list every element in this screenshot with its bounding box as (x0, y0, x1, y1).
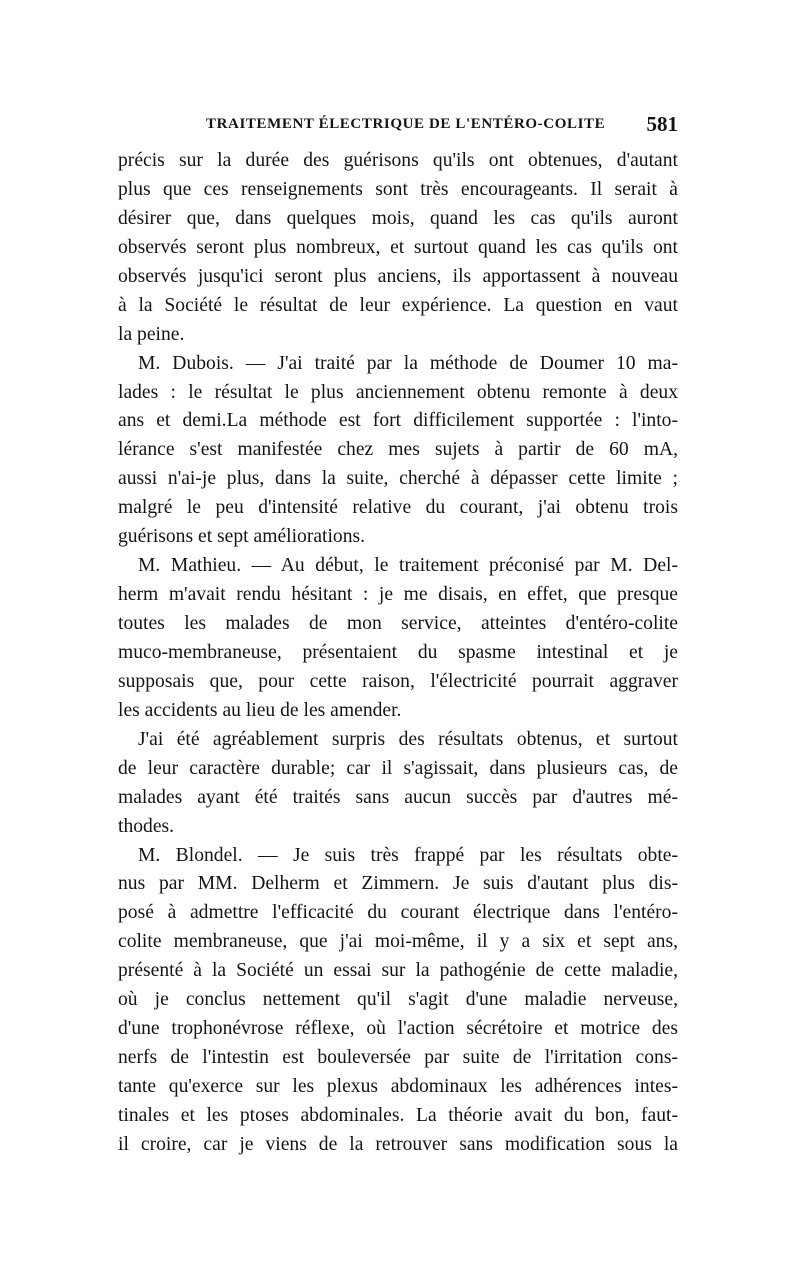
text-line: herm m'avait rendu hésitant : je me disais, en effet, que presque (118, 584, 678, 606)
text-line: désirer que, dans quelques mois, quand les cas qu'ils auront (118, 207, 678, 229)
text-line: il croire, car je viens de la retrouver sans modification sous la (118, 1133, 678, 1155)
text-line: tinales et les ptoses abdominales. La théorie avait du bon, faut- (118, 1104, 678, 1126)
text-line: M. Mathieu. — Au début, le traitement préconisé par M. Del- (138, 555, 678, 577)
text-line: lades : le résultat le plus anciennement obtenu remonte à deux (118, 381, 678, 403)
text-line: présenté à la Société un essai sur la pathogénie de cette maladie, (118, 960, 678, 982)
text-line: observés jusqu'ici seront plus anciens, ils apportassent à nouveau (118, 265, 678, 287)
text-line: nerfs de l'intestin est bouleversée par suite de l'irritation cons- (118, 1047, 678, 1069)
text-line: malades ayant été traités sans aucun succès par d'autres mé- (118, 786, 678, 808)
text-line: aussi n'ai-je plus, dans la suite, cherché à dépasser cette limite ; (118, 468, 678, 490)
text-line: M. Blondel. — Je suis très frappé par les résultats obte- (138, 844, 678, 866)
text-line: ans et demi.La méthode est fort difficilement supportée : l'into- (118, 410, 678, 432)
text-line: M. Dubois. — J'ai traité par la méthode de Doumer 10 ma- (138, 352, 678, 374)
text-line: posé à admettre l'efficacité du courant électrique dans l'entéro- (118, 902, 678, 924)
running-head (118, 112, 678, 140)
text-line: de leur caractère durable; car il s'agissait, dans plusieurs cas, de (118, 757, 678, 779)
text-line: la peine. (118, 323, 185, 345)
text-line: toutes les malades de mon service, atteintes d'entéro-colite (118, 613, 678, 634)
page-number: 581 (646, 112, 678, 136)
text-line: nus par MM. Delherm et Zimmern. Je suis d'autant plus dis- (118, 873, 678, 895)
text-line: plus que ces renseignements sont très encourageants. Il serait à (118, 178, 678, 200)
text-line: précis sur la durée des guérisons qu'ils ont obtenues, d'autant (118, 150, 678, 171)
text-line: colite membraneuse, que j'ai moi-même, il y a six et sept ans, (118, 931, 678, 953)
text-line: lérance s'est manifestée chez mes sujets à partir de 60 mA, (118, 439, 678, 461)
text-line: les accidents au lieu de les amender. (118, 699, 402, 721)
text-line: thodes. (118, 815, 175, 837)
text-line: observés seront plus nombreux, et surtout quand les cas qu'ils ont (118, 236, 678, 258)
text-line: où je conclus nettement qu'il s'agit d'une maladie nerveuse, (118, 989, 678, 1011)
text-line: muco-membraneuse, présentaient du spasme intestinal et je (118, 641, 678, 663)
text-line: à la Société le résultat de leur expérience. La question en vaut (118, 294, 678, 316)
text-line: supposais que, pour cette raison, l'électricité pourrait aggraver (118, 670, 678, 692)
text-line: d'une trophonévrose réflexe, où l'action sécrétoire et motrice des (118, 1018, 678, 1040)
text-line: tante qu'exerce sur les plexus abdominaux les adhérences intes- (118, 1076, 678, 1097)
text-line: malgré le peu d'intensité relative du courant, j'ai obtenu trois (118, 497, 678, 519)
text-line: J'ai été agréablement surpris des résultats obtenus, et surtout (138, 728, 678, 750)
running-title: TRAITEMENT ÉLECTRIQUE DE L'ENTÉRO-COLITE (206, 116, 606, 132)
body-text (118, 147, 678, 1160)
text-line: guérisons et sept améliorations. (118, 526, 366, 548)
